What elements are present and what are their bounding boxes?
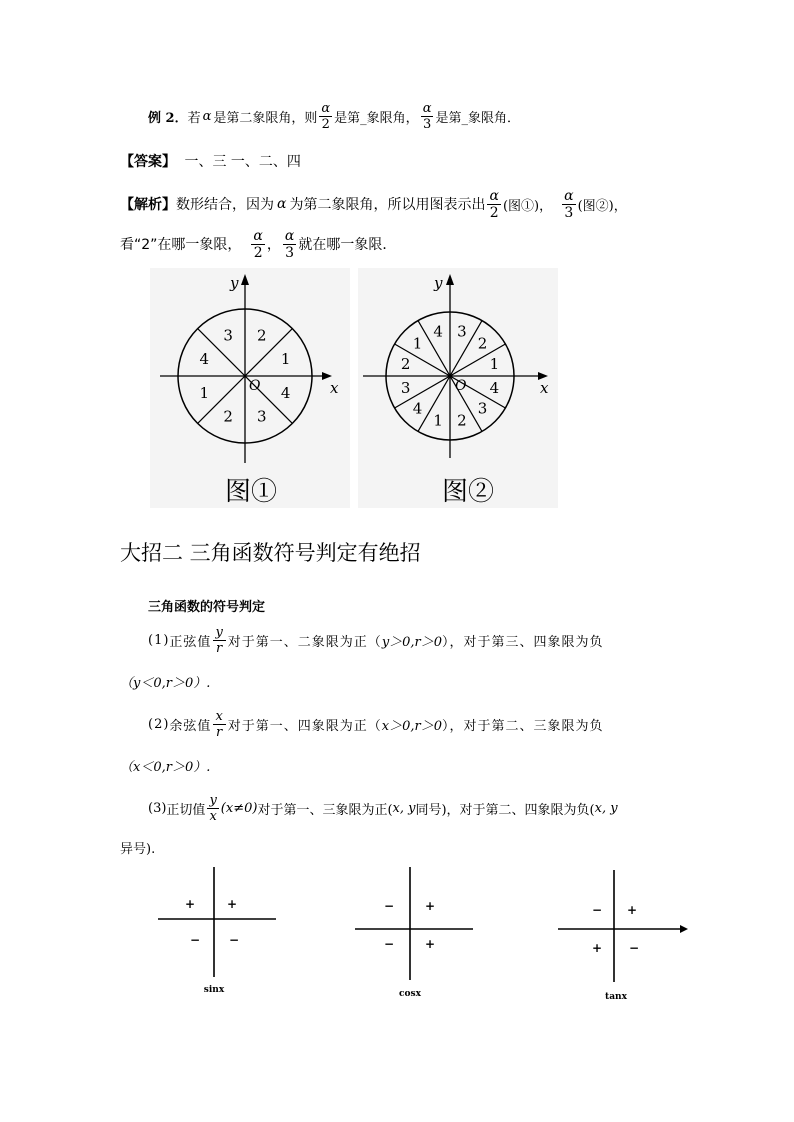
item-1-name: 正弦值 bbox=[169, 634, 212, 650]
item-1-line-2: （y＜0,r＞0）. bbox=[120, 676, 211, 691]
item-1-text: 对于第一、二象限为正（ bbox=[227, 634, 382, 650]
figure-2-sector-label: 1 bbox=[433, 411, 443, 430]
subheading: 三角函数的符号判定 bbox=[148, 600, 266, 615]
sign-chart-cos bbox=[345, 862, 485, 1012]
figure-1-diagram bbox=[150, 268, 350, 508]
figure-1-sector-label: 2 bbox=[223, 407, 233, 426]
tan-sign-q1: + bbox=[626, 903, 638, 917]
figure-2-y-label: y bbox=[434, 274, 443, 292]
item-1-line-1 bbox=[148, 620, 604, 660]
sign-chart-sin bbox=[150, 862, 290, 1002]
item-2-fraction: $\frac{x}{r}$ bbox=[215, 708, 224, 740]
item-1-text-2: ），对于第三、四象限为负 bbox=[442, 634, 604, 650]
item-3-pair-2: x, y bbox=[594, 800, 618, 816]
item-1-fraction: $\frac{y}{r}$ bbox=[215, 624, 224, 656]
figure-1-sector-label: 2 bbox=[257, 326, 267, 345]
item-2-line-2: （x＜0,r＞0）. bbox=[120, 760, 211, 775]
figure-2-sector-label: 1 bbox=[489, 355, 500, 374]
figure-1-origin-label: O bbox=[249, 378, 261, 394]
tan-sign-q4: − bbox=[628, 941, 640, 955]
answer-text: 一、三 一、二、四 bbox=[184, 154, 301, 170]
example-fraction-alpha-3: $\frac{\alpha}{3}$ bbox=[422, 100, 432, 132]
analysis-text-3: (图①)， bbox=[502, 198, 553, 214]
figure-1-sector-label: 3 bbox=[257, 407, 267, 426]
sin-sign-q2: + bbox=[184, 897, 196, 911]
example-label: 例 2． bbox=[148, 110, 188, 126]
item-2-name: 余弦值 bbox=[169, 718, 212, 734]
item-3-name: 正切值 bbox=[166, 802, 206, 818]
figure-2-caption: 图② bbox=[442, 477, 495, 507]
figure-1-sector-label: 4 bbox=[280, 383, 291, 402]
sin-sign-q1: + bbox=[226, 897, 238, 911]
item-3-text: 对于第一、三象限为正( bbox=[257, 802, 393, 818]
analysis-line-2 bbox=[120, 224, 396, 264]
sin-sign-q4: − bbox=[228, 933, 240, 947]
example-text-4: 是第_象限角． bbox=[435, 110, 520, 126]
figure-1-sector-label: 1 bbox=[199, 383, 210, 402]
answer-label: 【答案】 bbox=[120, 154, 176, 170]
analysis-text-6: ， bbox=[266, 237, 281, 253]
item-3-line-2: 异号). bbox=[120, 842, 156, 857]
item-2-number: (2) bbox=[148, 716, 170, 732]
item-2-line-1 bbox=[148, 704, 604, 744]
figure-1-sector-label: 4 bbox=[199, 350, 210, 369]
figure-2-sector-label: 4 bbox=[433, 322, 443, 341]
sin-sign-q3: − bbox=[189, 933, 201, 947]
figure-1-sector-label: 1 bbox=[280, 350, 291, 369]
figure-2-sector-label: 3 bbox=[457, 322, 467, 341]
figure-2-diagram bbox=[358, 268, 558, 508]
analysis-fraction-4: $\frac{\alpha}{3}$ bbox=[284, 227, 295, 261]
item-3-pair: x, y bbox=[392, 800, 416, 816]
figure-2-sector-label: 4 bbox=[412, 399, 423, 418]
tan-label: tanx bbox=[605, 992, 627, 1002]
figure-2-sector-label: 3 bbox=[477, 399, 488, 418]
item-3-fraction: $\frac{y}{x}$ bbox=[209, 792, 217, 824]
analysis-alpha: α bbox=[277, 196, 287, 212]
section-heading: 大招二 三角函数符号判定有绝招 bbox=[120, 541, 421, 565]
figure-1-sector-label: 3 bbox=[223, 326, 233, 345]
item-1-number: (1) bbox=[148, 632, 170, 648]
item-3-condition: (x≠0) bbox=[220, 800, 258, 816]
item-3-text-2: 同号)，对于第二、四象限为负( bbox=[415, 802, 595, 818]
figure-2-sector-label: 2 bbox=[477, 334, 488, 353]
cos-label: cosx bbox=[399, 989, 421, 999]
example-fraction-alpha-2: $\frac{\alpha}{2}$ bbox=[321, 100, 331, 132]
analysis-fraction-3: $\frac{\alpha}{2}$ bbox=[253, 227, 263, 261]
example-text-1: 若 bbox=[187, 110, 201, 126]
tan-sign-q2: − bbox=[591, 903, 603, 917]
item-2-condition: x＞0,r＞0 bbox=[381, 718, 443, 734]
example-text-3: 是第_象限角， bbox=[334, 110, 419, 126]
cos-sign-q3: − bbox=[383, 937, 395, 951]
analysis-text-2: 为第二象限角，所以用图表示出 bbox=[289, 197, 486, 213]
item-1-condition: y＞0,r＞0 bbox=[381, 634, 443, 650]
sign-chart-tan bbox=[550, 862, 690, 1012]
item-3-line-1 bbox=[148, 788, 618, 828]
analysis-text-7: 就在哪一象限． bbox=[298, 237, 397, 253]
figure-1-y-label: y bbox=[230, 274, 239, 292]
figure-1-x-label: x bbox=[330, 379, 339, 397]
item-2-text-2: ），对于第二、三象限为负 bbox=[442, 718, 604, 734]
analysis-line-1 bbox=[120, 184, 627, 224]
item-2-text: 对于第一、四象限为正（ bbox=[227, 718, 382, 734]
figure-2-sector-label: 2 bbox=[457, 411, 467, 430]
figure-2-sector-label: 4 bbox=[489, 378, 500, 397]
figure-2-sector-label: 1 bbox=[412, 334, 423, 353]
tan-sign-q3: + bbox=[591, 941, 603, 955]
analysis-text-1: 数形结合，因为 bbox=[176, 197, 274, 213]
figure-1-caption: 图① bbox=[225, 477, 278, 507]
analysis-text-4: (图②)， bbox=[577, 198, 627, 214]
example-line bbox=[148, 96, 520, 136]
analysis-label: 【解析】 bbox=[120, 197, 176, 213]
analysis-fraction-1: $\frac{\alpha}{2}$ bbox=[489, 187, 499, 221]
answer-line bbox=[120, 151, 301, 171]
figure-2-origin-label: O bbox=[455, 378, 467, 394]
analysis-fraction-2: $\frac{\alpha}{3}$ bbox=[564, 187, 574, 221]
analysis-text-5: 看“2”在哪一象限， bbox=[120, 237, 242, 253]
figure-2-sector-label: 2 bbox=[400, 355, 411, 374]
cos-sign-q4: + bbox=[424, 937, 436, 951]
figure-2-x-label: x bbox=[540, 379, 549, 397]
example-text-2: 是第二象限角，则 bbox=[213, 110, 318, 126]
sin-label: sinx bbox=[203, 985, 225, 995]
cos-sign-q2: − bbox=[383, 899, 395, 913]
item-3-number: (3) bbox=[148, 800, 167, 816]
cos-sign-q1: + bbox=[424, 899, 436, 913]
figure-2-sector-label: 3 bbox=[400, 378, 411, 397]
example-alpha: α bbox=[202, 108, 212, 124]
